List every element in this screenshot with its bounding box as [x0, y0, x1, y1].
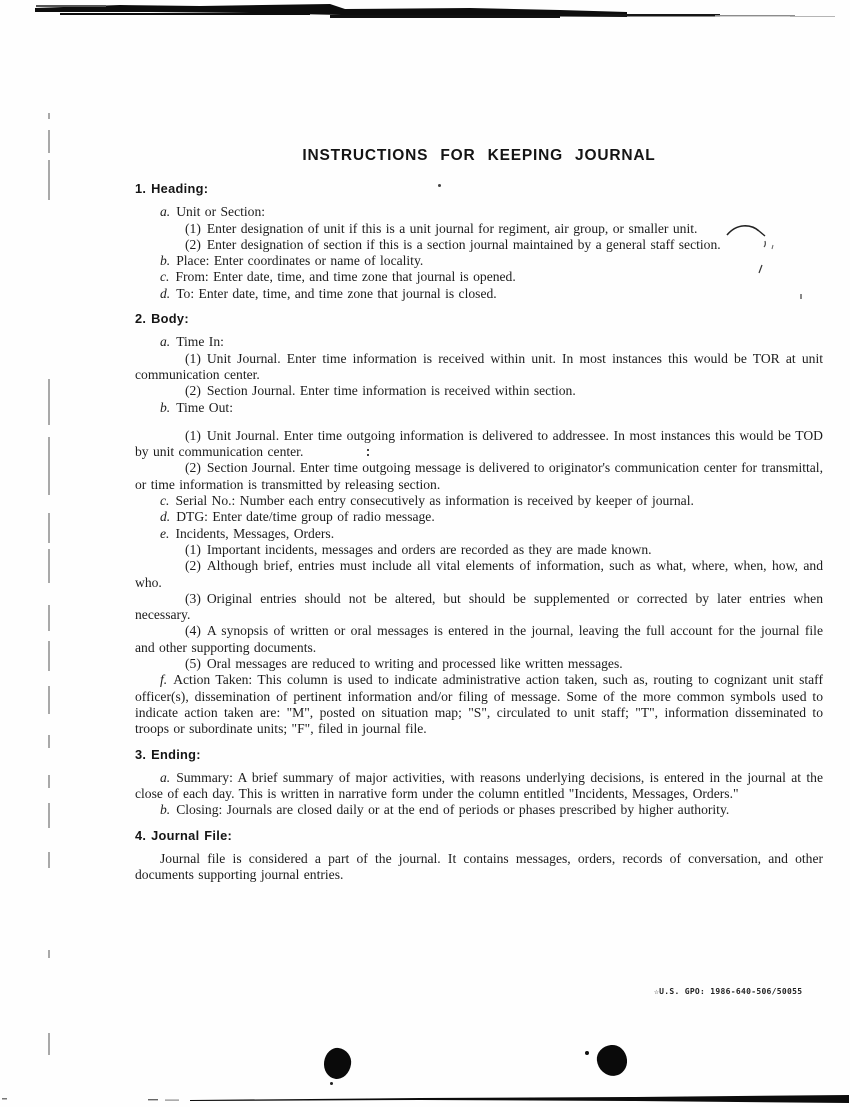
paragraph-plain: Journal file is considered a part of the journal. It contains messages, orders, records of conversation, and other documents supporting journal entries.: [135, 850, 823, 883]
paragraph-text: Although brief, entries must include all vital elements of information, such as what, where, when, how, and who.: [135, 558, 823, 590]
paragraph-text: Enter designation of section if this is a section journal maintained by a general staff section.: [206, 236, 721, 252]
paragraph-label: b.: [160, 802, 171, 818]
paragraph-text: Serial No.: Number each entry consecutively as information is received by keeper of journal.: [175, 493, 694, 509]
paragraph-text: Section Journal. Enter time information is received within section.: [206, 383, 576, 399]
paragraph-h1: 2. Body:: [135, 311, 189, 327]
scan-artifact-margin-mark: [48, 437, 50, 495]
paragraph-label: a.: [160, 204, 171, 220]
scan-artifact-margin-mark: [48, 113, 50, 119]
scan-artifact-margin-mark: [48, 513, 50, 543]
paragraph-label: b.: [160, 399, 171, 415]
scan-artifact-margin-mark: [48, 1033, 50, 1055]
paragraph-sub: [135, 237, 823, 253]
paragraph-item: [135, 400, 823, 416]
paragraph-item: [135, 672, 823, 737]
paragraph-text: A synopsis of written or oral messages is entered in the journal, leaving the full account for the journal file and other supporting documents.: [135, 623, 823, 655]
paragraph-text: Original entries should not be altered, but should be supplemented or corrected by later entries when necessary.: [135, 590, 823, 623]
paragraph-h1: 1. Heading:: [135, 181, 209, 196]
paragraph-label: (1): [185, 541, 201, 557]
scan-artifact-margin-mark: [48, 735, 50, 748]
paragraph-sub: [135, 591, 823, 624]
paragraph-label: b.: [160, 253, 171, 269]
gpo-imprint: ☆U.S. GPO: 1986-640-506/50055: [654, 987, 803, 996]
paragraph-text: Enter designation of unit if this is a unit journal for regiment, air group, or smaller unit.: [206, 220, 698, 236]
paragraph-text: Important incidents, messages and orders are recorded as they are made known.: [206, 541, 652, 557]
paragraph-item: [135, 509, 823, 525]
paragraph-text: Incidents, Messages, Orders.: [175, 525, 335, 541]
paragraph-h1: 4. Journal File:: [135, 827, 233, 843]
paragraph-item: [135, 526, 823, 542]
paragraph-label: (3): [185, 590, 201, 606]
paragraph-text: Summary: A brief summary of major activities, with reasons underlying decisions, is entered in the journal at the close of each day. This is written in narrative form under the column entitled "Incidents, Messages, Orders.": [135, 769, 823, 802]
paragraph-text: Place: Enter coordinates or name of locality.: [176, 253, 424, 269]
paragraph-h1: 3. Ending:: [135, 746, 201, 762]
paragraph-text: DTG: Enter date/time group of radio message.: [176, 509, 435, 525]
scan-artifact-margin-mark: [48, 605, 50, 631]
paragraph-sub: [135, 351, 823, 384]
paragraph-item: [135, 493, 823, 509]
document-body: [135, 181, 823, 884]
paragraph-sub: [135, 428, 823, 461]
paragraph-label: (5): [185, 656, 201, 672]
paragraph-item: [135, 802, 823, 818]
paragraph-label: e.: [160, 525, 170, 541]
paragraph-text: Section Journal. Enter time outgoing message is delivered to originator's communication center for transmittal, or time information is transmitted by releasing section.: [135, 460, 823, 492]
paragraph-label: c.: [160, 269, 170, 285]
paragraph-sub: [135, 460, 823, 493]
paragraph-label: (1): [185, 350, 201, 366]
paragraph-text: To: Enter date, time, and time zone that journal is closed.: [176, 285, 497, 301]
paragraph-item: [135, 286, 823, 302]
paragraph-sub: [135, 656, 823, 672]
paragraph-label: f.: [160, 672, 168, 688]
paragraph-label: c.: [160, 493, 170, 509]
scan-artifact-margin-mark: [48, 130, 50, 153]
paragraph-label: (2): [185, 236, 201, 252]
paragraph-sub: [135, 558, 823, 591]
paragraph-sub: [135, 383, 823, 399]
paragraph-text: From: Enter date, time, and time zone that journal is opened.: [175, 269, 516, 285]
paragraph-text: Unit Journal. Enter time outgoing information is delivered to addressee. In most instances this would be TOD by unit communication center.: [135, 427, 823, 460]
paragraph-label: a.: [160, 334, 171, 350]
hole-punch-left: [322, 1046, 353, 1080]
paragraph-text: Time In:: [176, 334, 224, 350]
page-title: INSTRUCTIONS FOR KEEPING JOURNAL: [302, 147, 656, 164]
paragraph-item: [135, 334, 823, 350]
paragraph-text: Closing: Journals are closed daily or at the end of periods or phases prescribed by higher authority.: [176, 802, 730, 818]
scan-artifact-margin-mark: [48, 549, 50, 583]
scan-speck: [330, 1082, 333, 1085]
paragraph-label: (4): [185, 623, 201, 639]
scan-artifact-margin-mark: [48, 379, 50, 425]
paragraph-label: (2): [185, 558, 201, 574]
scan-artifact-margin-mark: [48, 686, 50, 714]
paragraph-label: d.: [160, 285, 171, 301]
paragraph-item: [135, 269, 823, 285]
paragraph-sub: [135, 221, 823, 237]
scan-artifact-margin-mark: [48, 803, 50, 828]
scan-artifact-bottom: [0, 1090, 850, 1107]
paragraph-label: (2): [185, 460, 201, 476]
scan-artifact-top: [0, 0, 850, 26]
paragraph-label: d.: [160, 509, 171, 525]
paragraph-item: [135, 770, 823, 803]
paragraph-item: [135, 253, 823, 269]
paragraph-label: (1): [185, 220, 201, 236]
scan-artifact-margin-mark: [48, 160, 50, 200]
scan-speck: [585, 1051, 589, 1055]
scan-artifact-margin-mark: [48, 641, 50, 671]
hole-punch-right: [595, 1044, 628, 1078]
paragraph-text: Oral messages are reduced to writing and processed like written messages.: [206, 656, 623, 672]
paragraph-text: Unit Journal. Enter time information is received within unit. In most instances this would be TOR at unit communication center.: [135, 350, 823, 382]
scan-artifact-margin-mark: [48, 852, 50, 868]
paragraph-label: (2): [185, 383, 201, 399]
paragraph-text: Time Out:: [176, 399, 233, 415]
paragraph-label: a.: [160, 769, 171, 785]
scan-artifact-margin-mark: [48, 775, 50, 788]
scan-artifact-margin-mark: [48, 950, 50, 958]
paragraph-item: [135, 204, 823, 220]
paragraph-sub: [135, 623, 823, 656]
paragraph-text: Unit or Section:: [176, 204, 266, 220]
paragraph-sub: [135, 542, 823, 558]
paragraph-label: (1): [185, 427, 201, 443]
paragraph-text: Action Taken: This column is used to indicate administrative action taken, such as, routing to cognizant unit staff officer(s), dissemination of pertinent information and/or filing of message. Some of the more common symbols used to indicate action taken are: "M", posted on situation map; "S", circulated to unit staff; "T", information disseminated to troops or subordinate units; "F", filed in journal file.: [135, 672, 823, 737]
